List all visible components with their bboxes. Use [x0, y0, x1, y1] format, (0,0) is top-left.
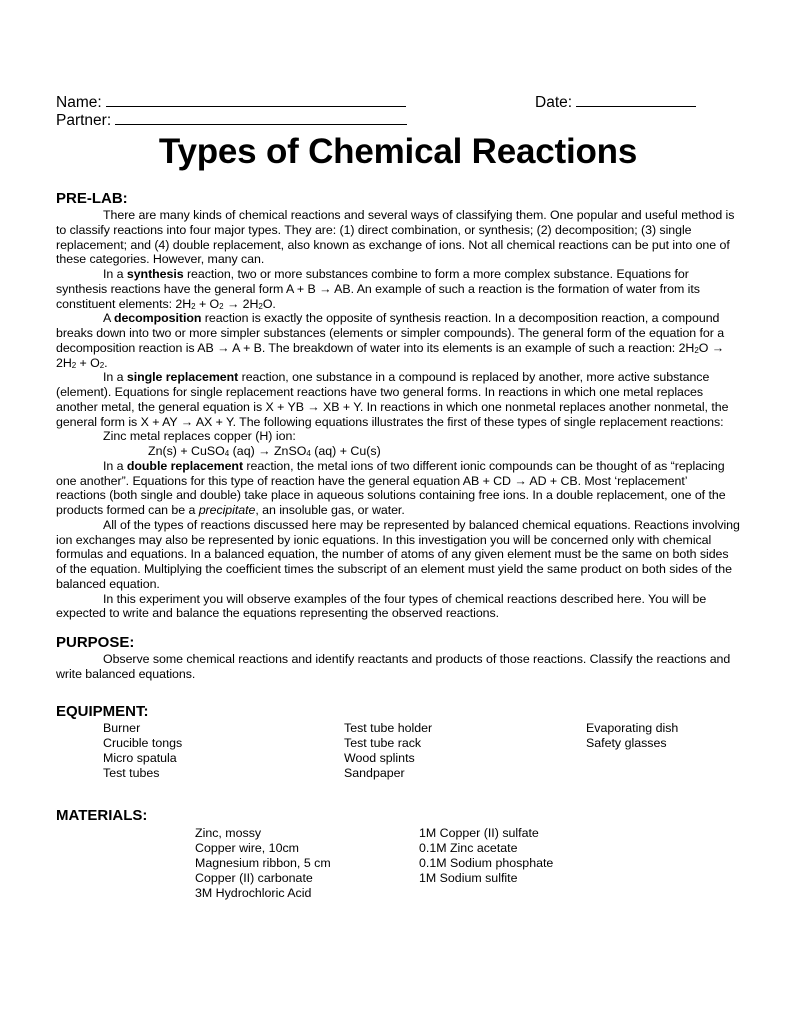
equipment-column-3 — [586, 721, 678, 751]
material-item: Magnesium ribbon, 5 cm — [195, 855, 331, 870]
purpose-text: Observe some chemical reactions and identify reactants and products of those reactions. Classify the reactions and write balanced equations. — [56, 652, 731, 681]
partner-blank-line[interactable] — [115, 110, 407, 125]
materials-column-1 — [195, 826, 331, 901]
date-label: Date: — [535, 94, 573, 111]
example-caption: Zinc metal replaces copper (H) ion: — [103, 429, 296, 444]
equipment-item: Test tubes — [103, 765, 160, 780]
equipment-item: Sandpaper — [344, 765, 405, 780]
experiment-paragraph: In this experiment you will observe examples of the four types of chemical reactions described here. You will be expected to write and balance the equations representing the observed reactions. — [56, 591, 707, 621]
material-item: 1M Copper (II) sulfate — [419, 825, 539, 840]
equipment-item: Safety glasses — [586, 735, 667, 750]
equipment-item: Micro spatula — [103, 750, 177, 765]
materials-column-2 — [419, 826, 553, 886]
single-replacement-paragraph: In a single replacement reaction, one substance in a compound is replaced by another, more active substance (element). Equations for single replacement reactions have two general forms. In reactions in which one metal replaces another metal, the general equation is X + YB → XB + Y. In reactions in which one nonmetal replaces another nonmetal, the general form is X + AY → AX + Y. The following equations illustrates the first of these types of single replacement reactions: — [56, 370, 729, 429]
worksheet-page — [56, 92, 740, 901]
equipment-item: Burner — [103, 720, 141, 735]
example-equation: Zn(s) + CuSO$_4$ (aq) → ZnSO$_4$ (aq) + Cu(s) — [148, 444, 381, 458]
purpose-heading: PURPOSE: — [56, 634, 135, 651]
equipment-column-2 — [344, 721, 432, 781]
double-replacement-paragraph: In a double replacement reaction, the metal ions of two different ionic compounds can be thought of as “replacing one another”. Equations for this type of reaction have the general equation AB + CD → AD + CB. Most ‘replacement’ reactions (both single and double) take place in aqueous solutions containing free ions. In a double replacement, one of the products formed can be a precipitate, an insoluble gas, or water. — [56, 458, 726, 517]
document-title: Types of Chemical Reactions — [158, 132, 638, 171]
equipment-list — [56, 721, 740, 781]
equipment-heading: EQUIPMENT: — [56, 702, 149, 720]
equipment-item: Crucible tongs — [103, 735, 183, 750]
name-blank-line[interactable] — [106, 92, 406, 107]
date-blank-line[interactable] — [576, 92, 696, 107]
material-item: 1M Sodium sulfite — [419, 870, 518, 885]
equipment-column-1 — [103, 721, 182, 781]
prelab-heading: PRE-LAB: — [56, 190, 128, 207]
material-item: Copper (II) carbonate — [195, 870, 313, 885]
materials-heading: MATERIALS: — [56, 806, 148, 824]
name-row — [56, 92, 740, 110]
materials-list — [56, 826, 740, 901]
equipment-item: Wood splints — [344, 750, 415, 765]
decomposition-paragraph: A decomposition reaction is exactly the opposite of synthesis reaction. In a decomposition reaction, a compound breaks down into two or more simpler substances (elements or simpler compounds). The general form of the equation for a decomposition reaction is AB → A + B. The breakdown of water into its elements is an example of such a reaction: $2H_2O \to 2H_2 + O_2$. — [56, 311, 725, 370]
material-item: Copper wire, 10cm — [195, 840, 299, 855]
material-item: Zinc, mossy — [195, 825, 262, 840]
synthesis-paragraph: In a synthesis reaction, two or more substances combine to form a more complex substance. Equations for synthesis reactions have the general form A + B → AB. An example of such a reaction is the formation of water from its constituent elements: $2H_2 + O_2 \to 2H_2O$. — [56, 267, 700, 311]
name-label: Name: — [56, 94, 102, 111]
partner-label: Partner: — [56, 112, 112, 129]
equipment-item: Evaporating dish — [586, 720, 679, 735]
equipment-item: Test tube holder — [344, 720, 433, 735]
prelab-body — [56, 208, 740, 621]
equipment-item: Test tube rack — [344, 735, 422, 750]
material-item: 0.1M Sodium phosphate — [419, 855, 554, 870]
material-item: 3M Hydrochloric Acid — [195, 885, 312, 900]
date-field — [535, 92, 696, 112]
partner-row — [56, 110, 740, 128]
prelab-intro-paragraph: There are many kinds of chemical reactions and several ways of classifying them. One popular and useful method is to classify reactions into four major types. They are: (1) direct combination, or synthesis; (2) decomposition; (3) single replacement; and (4) double replacement, also known as exchange of ions. Not all chemical reactions can be put into one of these categories. However, many can. — [56, 208, 735, 267]
balanced-equations-paragraph: All of the types of reactions discussed here may be represented by balanced chemical equations. Reactions involving ion exchanges may also be represented by ionic equations. In this investigation you will be concerned only with chemical formulas and equations. In a balanced equation, the number of atoms of any given element must be the same on both sides of the equation. Multiplying the coefficient times the subscript of an element must yield the same product on both sides of the balanced equation. — [56, 517, 740, 591]
material-item: 0.1M Zinc acetate — [419, 840, 518, 855]
